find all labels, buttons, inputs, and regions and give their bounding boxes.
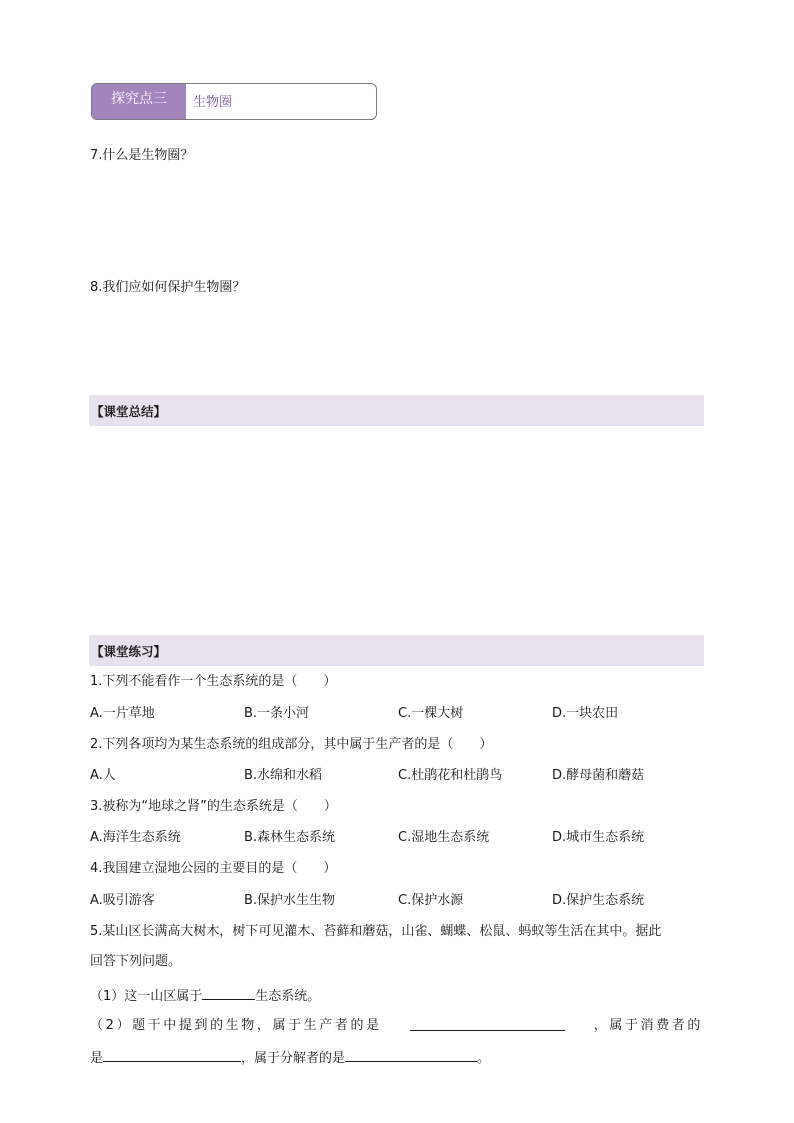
practice-q3-options xyxy=(90,829,710,847)
question-8: 8.我们应如何保护生物圈？ xyxy=(90,280,246,295)
q5-sub2-line2-mid: ，属于分解者的是 xyxy=(241,1051,346,1066)
q5-sub1-prefix: （1）这一山区属于 xyxy=(90,989,203,1004)
practice-q5-sub2-line2 xyxy=(90,1048,490,1068)
practice-q4-options xyxy=(90,892,710,910)
practice-q1-options xyxy=(90,705,710,723)
q3-option-a: A.海洋生态系统 xyxy=(90,830,181,845)
practice-q5-stem-line2: 回答下列问题。 xyxy=(90,954,182,969)
q5-sub2-decomposer-blank[interactable] xyxy=(345,1048,477,1062)
practice-q5-sub2-line1 xyxy=(90,1017,703,1035)
practice-q5-sub1 xyxy=(90,986,320,1006)
q5-sub1-blank[interactable] xyxy=(202,986,255,1000)
q2-option-b: B.水绵和水稻 xyxy=(244,768,323,783)
practice-q3-stem: 3.被称为“地球之肾”的生态系统是（ ） xyxy=(90,799,337,814)
q5-sub1-suffix: 生态系统。 xyxy=(255,989,321,1004)
practice-heading: 【课堂练习】 xyxy=(89,635,704,666)
q5-sub2-producer-blank[interactable] xyxy=(410,1017,565,1031)
q5-sub2-line2-suffix: 。 xyxy=(477,1051,491,1066)
q3-option-b: B.森林生态系统 xyxy=(244,830,336,845)
q3-option-c: C.湿地生态系统 xyxy=(398,830,490,845)
practice-q4-stem: 4.我国建立湿地公园的主要目的是（ ） xyxy=(90,861,337,876)
q1-option-b: B.一条小河 xyxy=(244,706,310,721)
q5-sub2-consumer-blank[interactable] xyxy=(103,1048,241,1062)
practice-q2-options xyxy=(90,767,710,785)
q2-option-a: A.人 xyxy=(90,768,116,783)
q3-option-d: D.城市生态系统 xyxy=(552,830,645,845)
q4-option-d: D.保护生态系统 xyxy=(552,893,645,908)
q2-option-d: D.酵母菌和蘑菇 xyxy=(552,768,645,783)
q1-option-a: A.一片草地 xyxy=(90,706,155,721)
q5-sub2-line2-prefix: 是 xyxy=(90,1051,104,1066)
q1-option-c: C.一棵大树 xyxy=(398,706,464,721)
section-tag-label: 探究点三 xyxy=(92,84,186,119)
q4-option-b: B.保护水生生物 xyxy=(244,893,336,908)
practice-q5-stem-line1: 5.某山区长满高大树木，树下可见灌木、苔藓和蘑菇，山雀、蝴蝶、松鼠、蚂蚁等生活在其中。据此 xyxy=(90,924,662,939)
summary-heading: 【课堂总结】 xyxy=(89,395,704,426)
q4-option-c: C.保护水源 xyxy=(398,893,464,908)
section-title: 生物圈 xyxy=(193,95,233,110)
q5-sub2-mid: ，属于消费者的 xyxy=(593,1018,703,1033)
question-7: 7.什么是生物圈？ xyxy=(90,148,194,163)
q1-option-d: D.一块农田 xyxy=(552,706,619,721)
practice-q2-stem: 2.下列各项均为某生态系统的组成部分，其中属于生产者的是（ ） xyxy=(90,737,493,752)
q2-option-c: C.杜鹃花和杜鹃鸟 xyxy=(398,768,503,783)
q4-option-a: A.吸引游客 xyxy=(90,893,155,908)
q5-sub2-prefix: （2）题干中提到的生物，属于生产者的是 xyxy=(90,1018,382,1033)
section-tag-box xyxy=(91,83,377,120)
practice-q1-stem: 1.下列不能看作一个生态系统的是（ ） xyxy=(90,674,337,689)
